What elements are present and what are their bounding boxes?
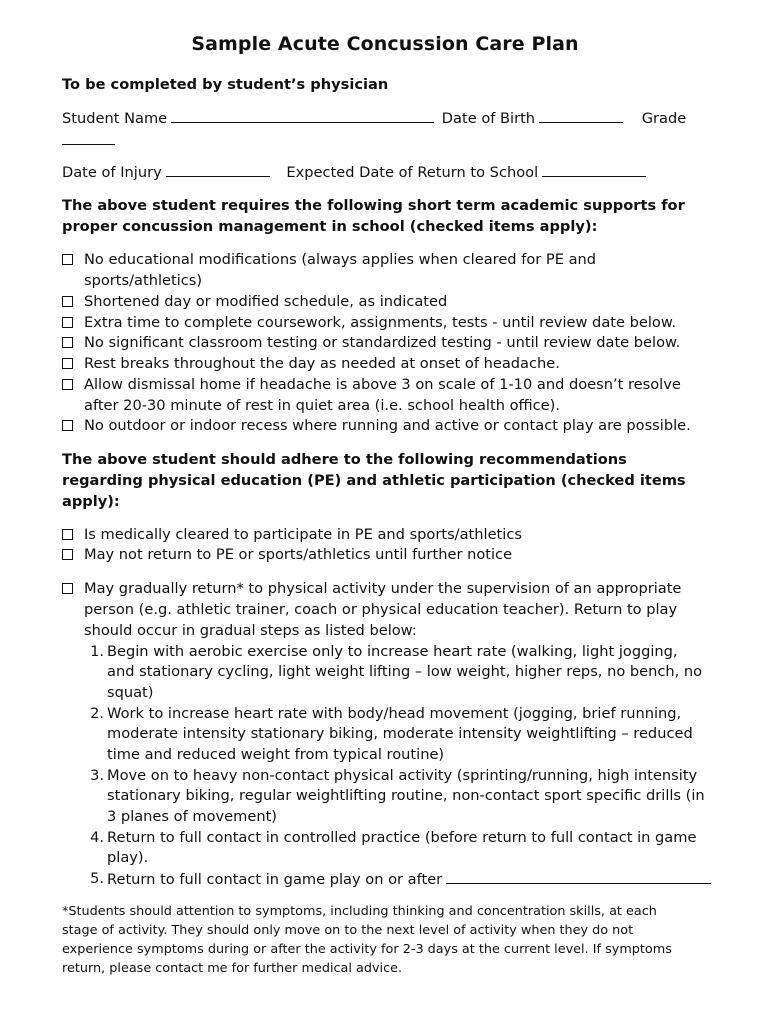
grade-field[interactable] [62,129,115,145]
academic-item-2: Shortened day or modified schedule, as indicated [84,293,448,310]
step-3-line-2: stationary biking, regular weightlifting routine, non-contact sport specific drills (in [107,787,705,804]
dob-label: Date of Birth [441,110,536,127]
step-number: 5. [90,870,104,887]
step-number: 1. [90,643,104,660]
checkbox[interactable] [62,420,73,431]
checkbox[interactable] [62,529,73,540]
pe-gradual-line-3: should occur in gradual steps as listed below: [84,622,417,639]
footnote-line-1: *Students should attention to symptoms, including thinking and concentration skills, at each [62,904,657,919]
checkbox[interactable] [62,379,73,390]
academic-item-3: Extra time to complete coursework, assignments, tests - until review date below. [84,314,677,331]
step-1-line-3: squat) [107,684,154,701]
injury-row [62,161,646,183]
step-3-line-3: 3 planes of movement) [107,808,277,825]
footnote-line-4: return, please contact me for further medical advice. [62,961,403,976]
checkbox[interactable] [62,337,73,348]
injury-label: Date of Injury [62,164,162,181]
checkbox[interactable] [62,549,73,560]
checkbox[interactable] [62,254,73,265]
academic-item-1: No educational modifications (always applies when cleared for PE and [84,251,597,268]
dob-field[interactable] [539,107,623,123]
pe-heading-line-3: apply): [62,493,120,510]
step-number: 4. [90,829,104,846]
page-title: Sample Acute Concussion Care Plan [191,33,579,55]
step-5-line-1 [107,868,711,890]
pe-heading-line-1: The above student should adhere to the following recommendations [62,451,627,468]
student-name-field[interactable] [171,107,434,123]
footnote-line-3: experience symptoms during or after the activity for 2-3 days at the current level. If symptoms [62,942,672,957]
grade-label: Grade [641,110,687,127]
academic-item-6: Allow dismissal home if headache is above 3 on scale of 1-10 and doesn’t resolve [84,376,681,393]
injury-date-field[interactable] [166,161,270,177]
checkbox[interactable] [62,358,73,369]
academic-item-1-cont: sports/athletics) [84,272,203,289]
step-number: 3. [90,767,104,784]
step-4-line-2: play). [107,849,149,866]
pe-item-2: May not return to PE or sports/athletics until further notice [84,546,513,563]
pe-gradual-line-1: May gradually return* to physical activity under the supervision of an appropriate [84,580,682,597]
academic-item-6-cont: after 20-30 minute of rest in quiet area (i.e. school health office). [84,397,560,414]
step-1-line-2: and stationary cycling, light weight lifting – low weight, higher reps, no bench, no [107,663,703,680]
subtitle: To be completed by student’s physician [62,76,389,93]
student-name-label: Student Name [62,110,168,127]
pe-gradual-line-2: person (e.g. athletic trainer, coach or physical education teacher). Return to play [84,601,678,618]
checkbox[interactable] [62,296,73,307]
return-date-field[interactable] [446,868,711,884]
step-2-line-2: moderate intensity stationary biking, moderate intensity weightlifting – reduced [107,725,693,742]
student-info-row [62,107,686,129]
pe-heading-line-2: regarding physical education (PE) and athletic participation (checked items [62,472,686,489]
checkbox[interactable] [62,317,73,328]
step-number: 2. [90,705,104,722]
step-2-line-3: time and reduced weight from typical routine) [107,746,445,763]
step-1-line-1: Begin with aerobic exercise only to increase heart rate (walking, light jogging, [107,643,678,660]
return-school-date-field[interactable] [542,161,646,177]
academic-item-5: Rest breaks throughout the day as needed at onset of headache. [84,355,560,372]
step-3-line-1: Move on to heavy non-contact physical activity (sprinting/running, high intensity [107,767,698,784]
academic-heading-line-1: The above student requires the following short term academic supports for [62,197,685,214]
checkbox[interactable] [62,583,73,594]
academic-item-4: No significant classroom testing or standardized testing - until review date below. [84,334,681,351]
step-4-line-1: Return to full contact in controlled practice (before return to full contact in game [107,829,697,846]
grade-field-row [62,129,115,151]
step-5-label: Return to full contact in game play on or after [107,871,443,888]
step-2-line-1: Work to increase heart rate with body/head movement (jogging, brief running, [107,705,682,722]
academic-heading-line-2: proper concussion management in school (checked items apply): [62,218,598,235]
academic-item-7: No outdoor or indoor recess where running and active or contact play are possible. [84,417,691,434]
footnote-line-2: stage of activity. They should only move on to the next level of activity when they do not [62,923,634,938]
pe-item-1: Is medically cleared to participate in PE and sports/athletics [84,526,522,543]
return-school-label: Expected Date of Return to School [286,164,539,181]
